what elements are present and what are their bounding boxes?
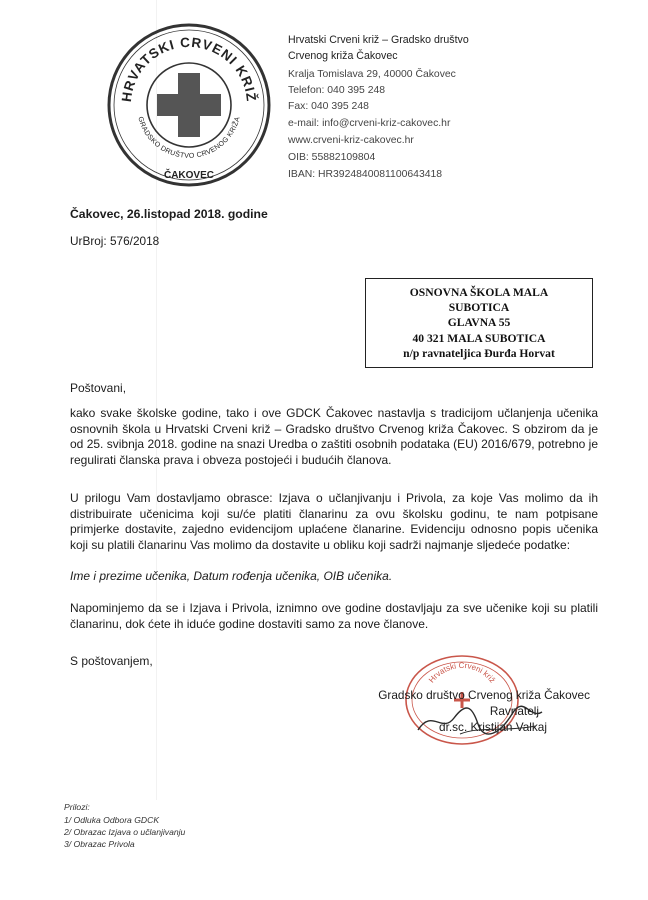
signature-name: dr.sc. Kristijan Valkaj [439,720,547,734]
closing: S poštovanjem, [70,654,153,668]
logo-city: ČAKOVEC [163,170,215,181]
paragraph-2: U prilogu Vam dostavljamo obrasce: Izjava o učlanjivanju i Privola, za koje Vas molimo da ih distribuirate učenicima koji su/će platiti članarinu za ovu školsku godinu, te nam potpisane primjerke dostavite, zajedno evidencijom uplaćene članarine. Evidenciju odnosno popis učenika koji su platili članarinu Vas molimo da dostavite u obliku koji sadrži najmanje sljedeće podatke: [70,491,598,552]
recipient-line5: n/p ravnateljica Đurđa Horvat [403,346,555,360]
attachment-item: 2/ Obrazac Izjava o učlanjivanju [64,827,186,837]
attachment-item: 1/ Odluka Odbora GDCK [64,815,160,825]
paragraph-1: kako svake školske godine, tako i ove GDCK Čakovec nastavlja s tradicijom učlanjenja učenika osnovnih škola u Hrvatski Crveni križ – Gradsko društvo Crvenog križa Čakovec. S obzirom da je od 25. svibnja 2018. godine na snazi Uredba o zaštiti osobnih podataka (EU) 2016/679, potrebno je regulirati članska prava i obveza postojeći i budućih članova. [70,406,598,467]
red-cross-logo [104,20,274,190]
logo-ring-top: HRVATSKI CRVENI KRIŽ [118,34,260,103]
paragraph-2-fields: Ime i prezime učenika, Datum rođenja učenika, OIB učenika. [70,569,393,583]
reference-number: UrBroj: 576/2018 [70,234,160,248]
header-org-line2: Crvenog križa Čakovec [288,50,398,62]
date-line: Čakovec, 26.listopad 2018. godine [70,207,268,221]
recipient-line4: 40 321 MALA SUBOTICA [412,331,546,345]
recipient-line2: SUBOTICA [448,301,510,315]
header-iban: IBAN: HR3924840081100643418 [288,169,443,180]
header-oib: OIB: 55882109804 [288,152,376,163]
attachments-heading: Prilozi: [64,802,90,812]
salutation: Poštovani, [70,381,127,395]
attachment-item: 3/ Obrazac Privola [64,839,135,849]
header-org-line1: Hrvatski Crveni križ – Gradsko društvo [288,34,469,46]
signature-org: Gradsko društvo Crvenog križa Čakovec [378,688,590,702]
recipient-line1: OSNOVNA ŠKOLA MALA [409,286,549,299]
recipient-line3: GLAVNA 55 [447,316,511,330]
logo-ring-bottom: GRADSKO DRUŠTVO CRVENOG KRIŽA [136,116,242,160]
stamp-text: Hrvatski Crveni križ [427,660,498,685]
header-fax: Fax: 040 395 248 [288,101,369,112]
svg-text:Hrvatski Crveni križ [427,661,497,685]
header-phone: Telefon: 040 395 248 [288,85,386,96]
recipient-address-box [365,278,593,368]
header-web[interactable]: www.crveni-kriz-cakovec.hr [288,135,414,146]
signature-title: Ravnatelj [489,704,539,718]
cross-icon [157,73,221,137]
handwritten-signature-icon [408,704,548,738]
header-email[interactable]: e-mail: info@crveni-kriz-cakovec.hr [288,118,451,129]
header-address: Kralja Tomislava 29, 40000 Čakovec [288,69,456,80]
paragraph-3: Napominjemo da se i Izjava i Privola, iznimno ove godine dostavljaju za sve učenike koji su platili članarinu, dok ćete ih iduće godine dostaviti samo za nove članove. [70,601,598,631]
